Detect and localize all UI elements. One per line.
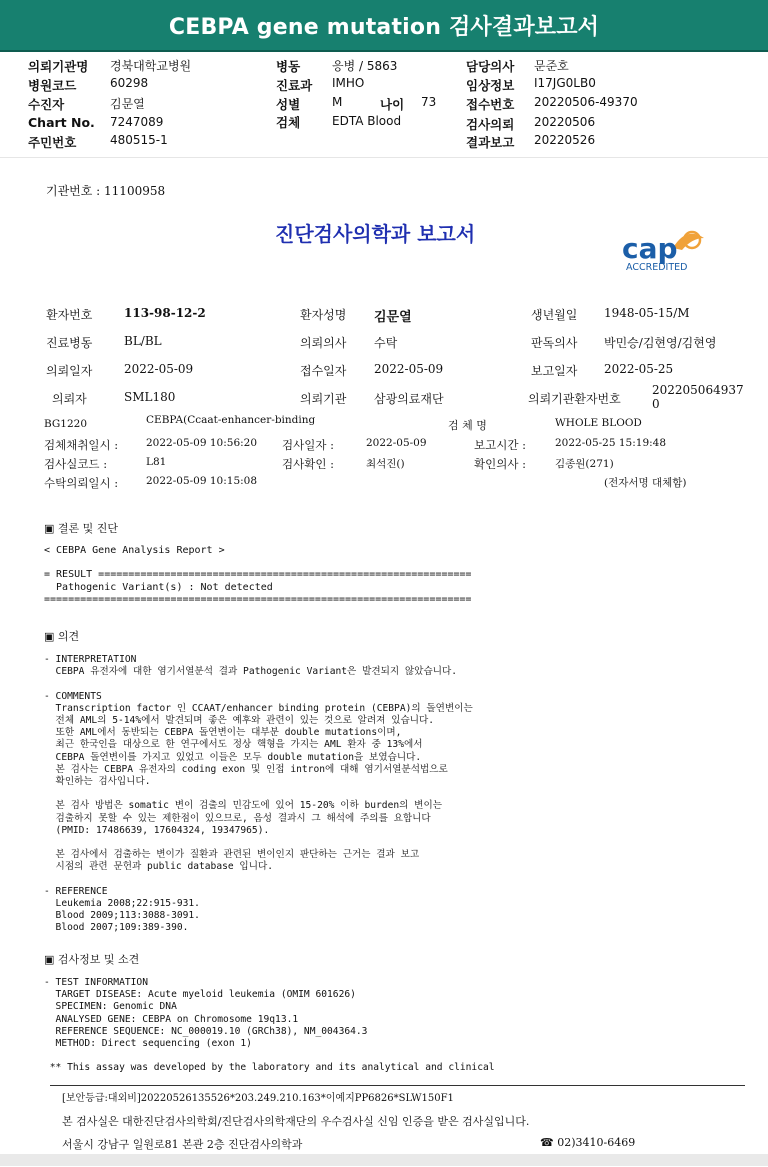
opinion-line: CEBPA 유전자에 대한 염기서열분석 결과 Pathogenic Variant은 발견되지 않았습니다.	[44, 666, 458, 678]
opinion-line: - INTERPRETATION	[44, 654, 137, 665]
header-value: 문준호	[534, 59, 569, 73]
age-label: 나이	[380, 97, 405, 112]
result-line: =======================================================================	[44, 593, 472, 605]
info-label: 생년월일	[531, 308, 578, 322]
test-label: 검사일자 :	[282, 438, 334, 452]
ward: BL/BL	[124, 334, 162, 348]
reading-doctor: 박민승/김현영/김현영	[604, 336, 717, 350]
opinion-line: 전체 AML의 5-14%에서 발견되며 좋은 예후와 관련이 있는 것으로 알려져 있습니다.	[44, 715, 435, 727]
header-label: 진료과	[276, 78, 313, 93]
test-info-line	[44, 1050, 495, 1062]
info-label: 의뢰기관	[300, 392, 347, 406]
header-value: 경북대학교병원	[110, 59, 192, 73]
test-date: 2022-05-09	[366, 437, 427, 449]
header-label: Chart No.	[28, 115, 95, 130]
specimen-label: 검 체 명	[448, 419, 487, 432]
test-label: 보고시간 :	[474, 438, 526, 452]
report-date: 2022-05-25	[604, 362, 674, 376]
test-label: 검사실코드 :	[44, 457, 108, 471]
opinion-line: Blood 2007;109:389-390.	[44, 922, 189, 934]
lab-phone: ☎ 02)3410-6469	[540, 1136, 636, 1149]
report-title-bar	[0, 0, 768, 52]
section-heading: ▣ 의견	[44, 630, 80, 643]
header-label: 병원코드	[28, 78, 77, 93]
header-value: EDTA Blood	[332, 114, 402, 128]
page-bottom-margin	[0, 1154, 768, 1166]
collection-datetime: 2022-05-09 10:56:20	[146, 437, 258, 449]
test-label: 검사확인 :	[282, 457, 334, 471]
header-label: 결과보고	[466, 135, 515, 150]
test-info-line: REFERENCE SEQUENCE: NC_000019.10 (GRCh38), NM_004364.3	[44, 1025, 368, 1037]
patient-number: 113-98-12-2	[124, 306, 206, 320]
info-label: 판독의사	[531, 336, 578, 350]
opinion-line: CEBPA 돌연변이를 가지고 있었고 이들은 모두 double mutation을 보였습니다.	[44, 751, 422, 763]
info-label: 환자성명	[300, 308, 347, 322]
lab-address: 서울시 강남구 일원로81 본관 2층 진단검사의학과	[62, 1138, 303, 1151]
header-value: I17JG0LB0	[534, 76, 596, 90]
org-patient-number: 202205064937	[652, 383, 744, 397]
opinion-line: 본 검사에서 검출하는 변이가 질환과 관련된 변이인지 판단하는 근거는 결과 보고	[44, 849, 420, 861]
header-label: 성별	[276, 97, 301, 112]
section-heading: ▣ 결론 및 진단	[44, 522, 119, 535]
confirming-doctor: 김종원(271)	[555, 458, 614, 470]
opinion-block	[44, 654, 473, 935]
opinion-line	[44, 837, 473, 849]
header-value: 20220506-49370	[534, 95, 638, 109]
opinion-line: Blood 2009;113:3088-3091.	[44, 910, 200, 922]
receipt-date: 2022-05-09	[374, 362, 444, 376]
header-value: 20220526	[534, 133, 596, 147]
requesting-doctor: 수탁	[374, 336, 398, 350]
opinion-line: 본 검사는 CEBPA 유전자의 coding exon 및 인접 intron에 대해 염기서열분석법으로	[44, 763, 448, 775]
test-label: 검체채취일시 :	[44, 438, 119, 452]
requester: SML180	[124, 390, 176, 404]
opinion-line: 최근 한국인을 대상으로 한 연구에서도 정상 핵형을 가지는 AML 환자 중 13%에서	[44, 739, 423, 751]
header-value: 응병 / 5863	[332, 59, 398, 73]
header-label: 주민번호	[28, 135, 77, 150]
security-line: [보안등급:대외비]20220526135526*203.249.210.163*이예지PP6826*SLW150F1	[62, 1093, 454, 1104]
page-title: CEBPA gene mutation 검사결과보고서	[168, 15, 600, 40]
opinion-line: Leukemia 2008;22:915-931.	[44, 898, 200, 910]
result-line: Pathogenic Variant(s) : Not detected	[44, 581, 273, 593]
header-label: 수진자	[28, 97, 65, 112]
test-name: CEBPA(Ccaat-enhancer-binding	[146, 414, 316, 426]
electronic-signature-note: (전자서명 대체함)	[604, 477, 687, 489]
footer-divider	[50, 1085, 745, 1086]
section-heading: ▣ 검사정보 및 소견	[44, 953, 140, 966]
patient-name: 김문열	[374, 310, 412, 325]
cap-accredited-logo	[618, 228, 718, 274]
opinion-line: Transcription factor 인 CCAAT/enhancer binding protein (CEBPA)의 돌연변이는	[44, 702, 473, 714]
info-label: 의뢰기관환자번호	[528, 392, 621, 406]
opinion-line: 확인하는 검사입니다.	[44, 776, 151, 788]
info-label: 접수일자	[300, 364, 347, 378]
report-title: 진단검사의학과 보고서	[275, 222, 476, 246]
info-label: 보고일자	[531, 364, 578, 378]
opinion-line: 또한 AML에서 동반되는 CEBPA 돌연변이는 대부분 double mutations이며,	[44, 727, 402, 739]
age-value: 73	[421, 95, 437, 109]
report-paper	[0, 157, 768, 1167]
result-line: < CEBPA Gene Analysis Report >	[44, 545, 225, 556]
test-info-line: TARGET DISEASE: Acute myeloid leukemia (OMIM 601626)	[44, 989, 356, 1001]
date-of-birth: 1948-05-15/M	[604, 306, 690, 320]
test-info-block	[44, 977, 495, 1075]
report-time: 2022-05-25 15:19:48	[555, 437, 667, 449]
test-label: 수탁의뢰일시 :	[44, 476, 119, 490]
header-label: 의뢰기관명	[28, 59, 89, 74]
info-label: 의뢰자	[52, 392, 87, 406]
consign-datetime: 2022-05-09 10:15:08	[146, 475, 258, 487]
test-info-line: SPECIMEN: Genomic DNA	[44, 1001, 177, 1013]
info-label: 의뢰의사	[300, 336, 347, 350]
test-info-line: METHOD: Direct sequencing (exon 1)	[44, 1038, 252, 1050]
opinion-line: (PMID: 17486639, 17604324, 19347965).	[44, 824, 270, 836]
result-block	[44, 545, 471, 606]
opinion-line	[44, 788, 473, 800]
opinion-line	[44, 678, 473, 690]
info-label: 의뢰일자	[46, 364, 93, 378]
header-label: 병동	[276, 59, 301, 74]
header-value: 김문열	[110, 97, 145, 111]
test-info-line: ** This assay was developed by the laboratory and its analytical and clinical	[44, 1062, 495, 1074]
opinion-line: 시점의 관련 문헌과 public database 입니다.	[44, 861, 274, 873]
opinion-line: 본 검사 방법은 somatic 변이 검출의 민감도에 있어 15-20% 이하 burden의 변이는	[44, 800, 442, 812]
header-value: M	[332, 95, 343, 109]
test-label: 확인의사 :	[474, 457, 526, 471]
opinion-line: - COMMENTS	[44, 690, 102, 702]
cap-accredited-text: ACCREDITED	[626, 262, 688, 273]
header-value: IMHO	[332, 76, 365, 90]
test-info-line: - TEST INFORMATION	[44, 977, 148, 988]
test-code: BG1220	[44, 418, 88, 430]
header-label: 검체	[276, 115, 301, 130]
header-value: 20220506	[534, 115, 596, 129]
info-label: 진료병동	[46, 336, 93, 350]
cap-logo-text: cap	[622, 232, 678, 265]
request-date: 2022-05-09	[124, 362, 194, 376]
requesting-org: 삼광의료재단	[374, 392, 444, 406]
lab-code: L81	[146, 456, 167, 468]
header-value: 7247089	[110, 115, 164, 129]
header-value: 480515-1	[110, 133, 168, 147]
header-label: 임상정보	[466, 78, 515, 93]
header-label: 담당의사	[466, 59, 515, 74]
opinion-line	[44, 874, 473, 886]
test-info-line: ANALYSED GENE: CEBPA on Chromosome 19q13.1	[44, 1013, 299, 1025]
opinion-line: - REFERENCE	[44, 885, 108, 897]
certification-note: 본 검사실은 대한진단검사의학회/진단검사의학재단의 우수검사실 신임 인증을 받은 검사실입니다.	[62, 1115, 530, 1128]
specimen: WHOLE BLOOD	[555, 417, 642, 429]
header-value: 60298	[110, 76, 149, 90]
info-label: 환자번호	[46, 308, 93, 322]
header-info	[0, 52, 768, 152]
header-label: 검사의뢰	[466, 117, 515, 132]
org-patient-number-cont: 0	[652, 397, 660, 411]
org-number: 기관번호 : 11100958	[46, 184, 166, 198]
result-line	[44, 557, 471, 569]
header-label: 접수번호	[466, 97, 515, 112]
test-confirmer: 최석진()	[366, 458, 405, 470]
result-line: = RESULT ==============================================================	[44, 569, 472, 581]
cap-logo-icon	[618, 228, 718, 274]
opinion-line: 검출하지 못할 수 있는 제한점이 있으므로, 음성 결과시 그 해석에 주의를 요합니다	[44, 812, 431, 824]
